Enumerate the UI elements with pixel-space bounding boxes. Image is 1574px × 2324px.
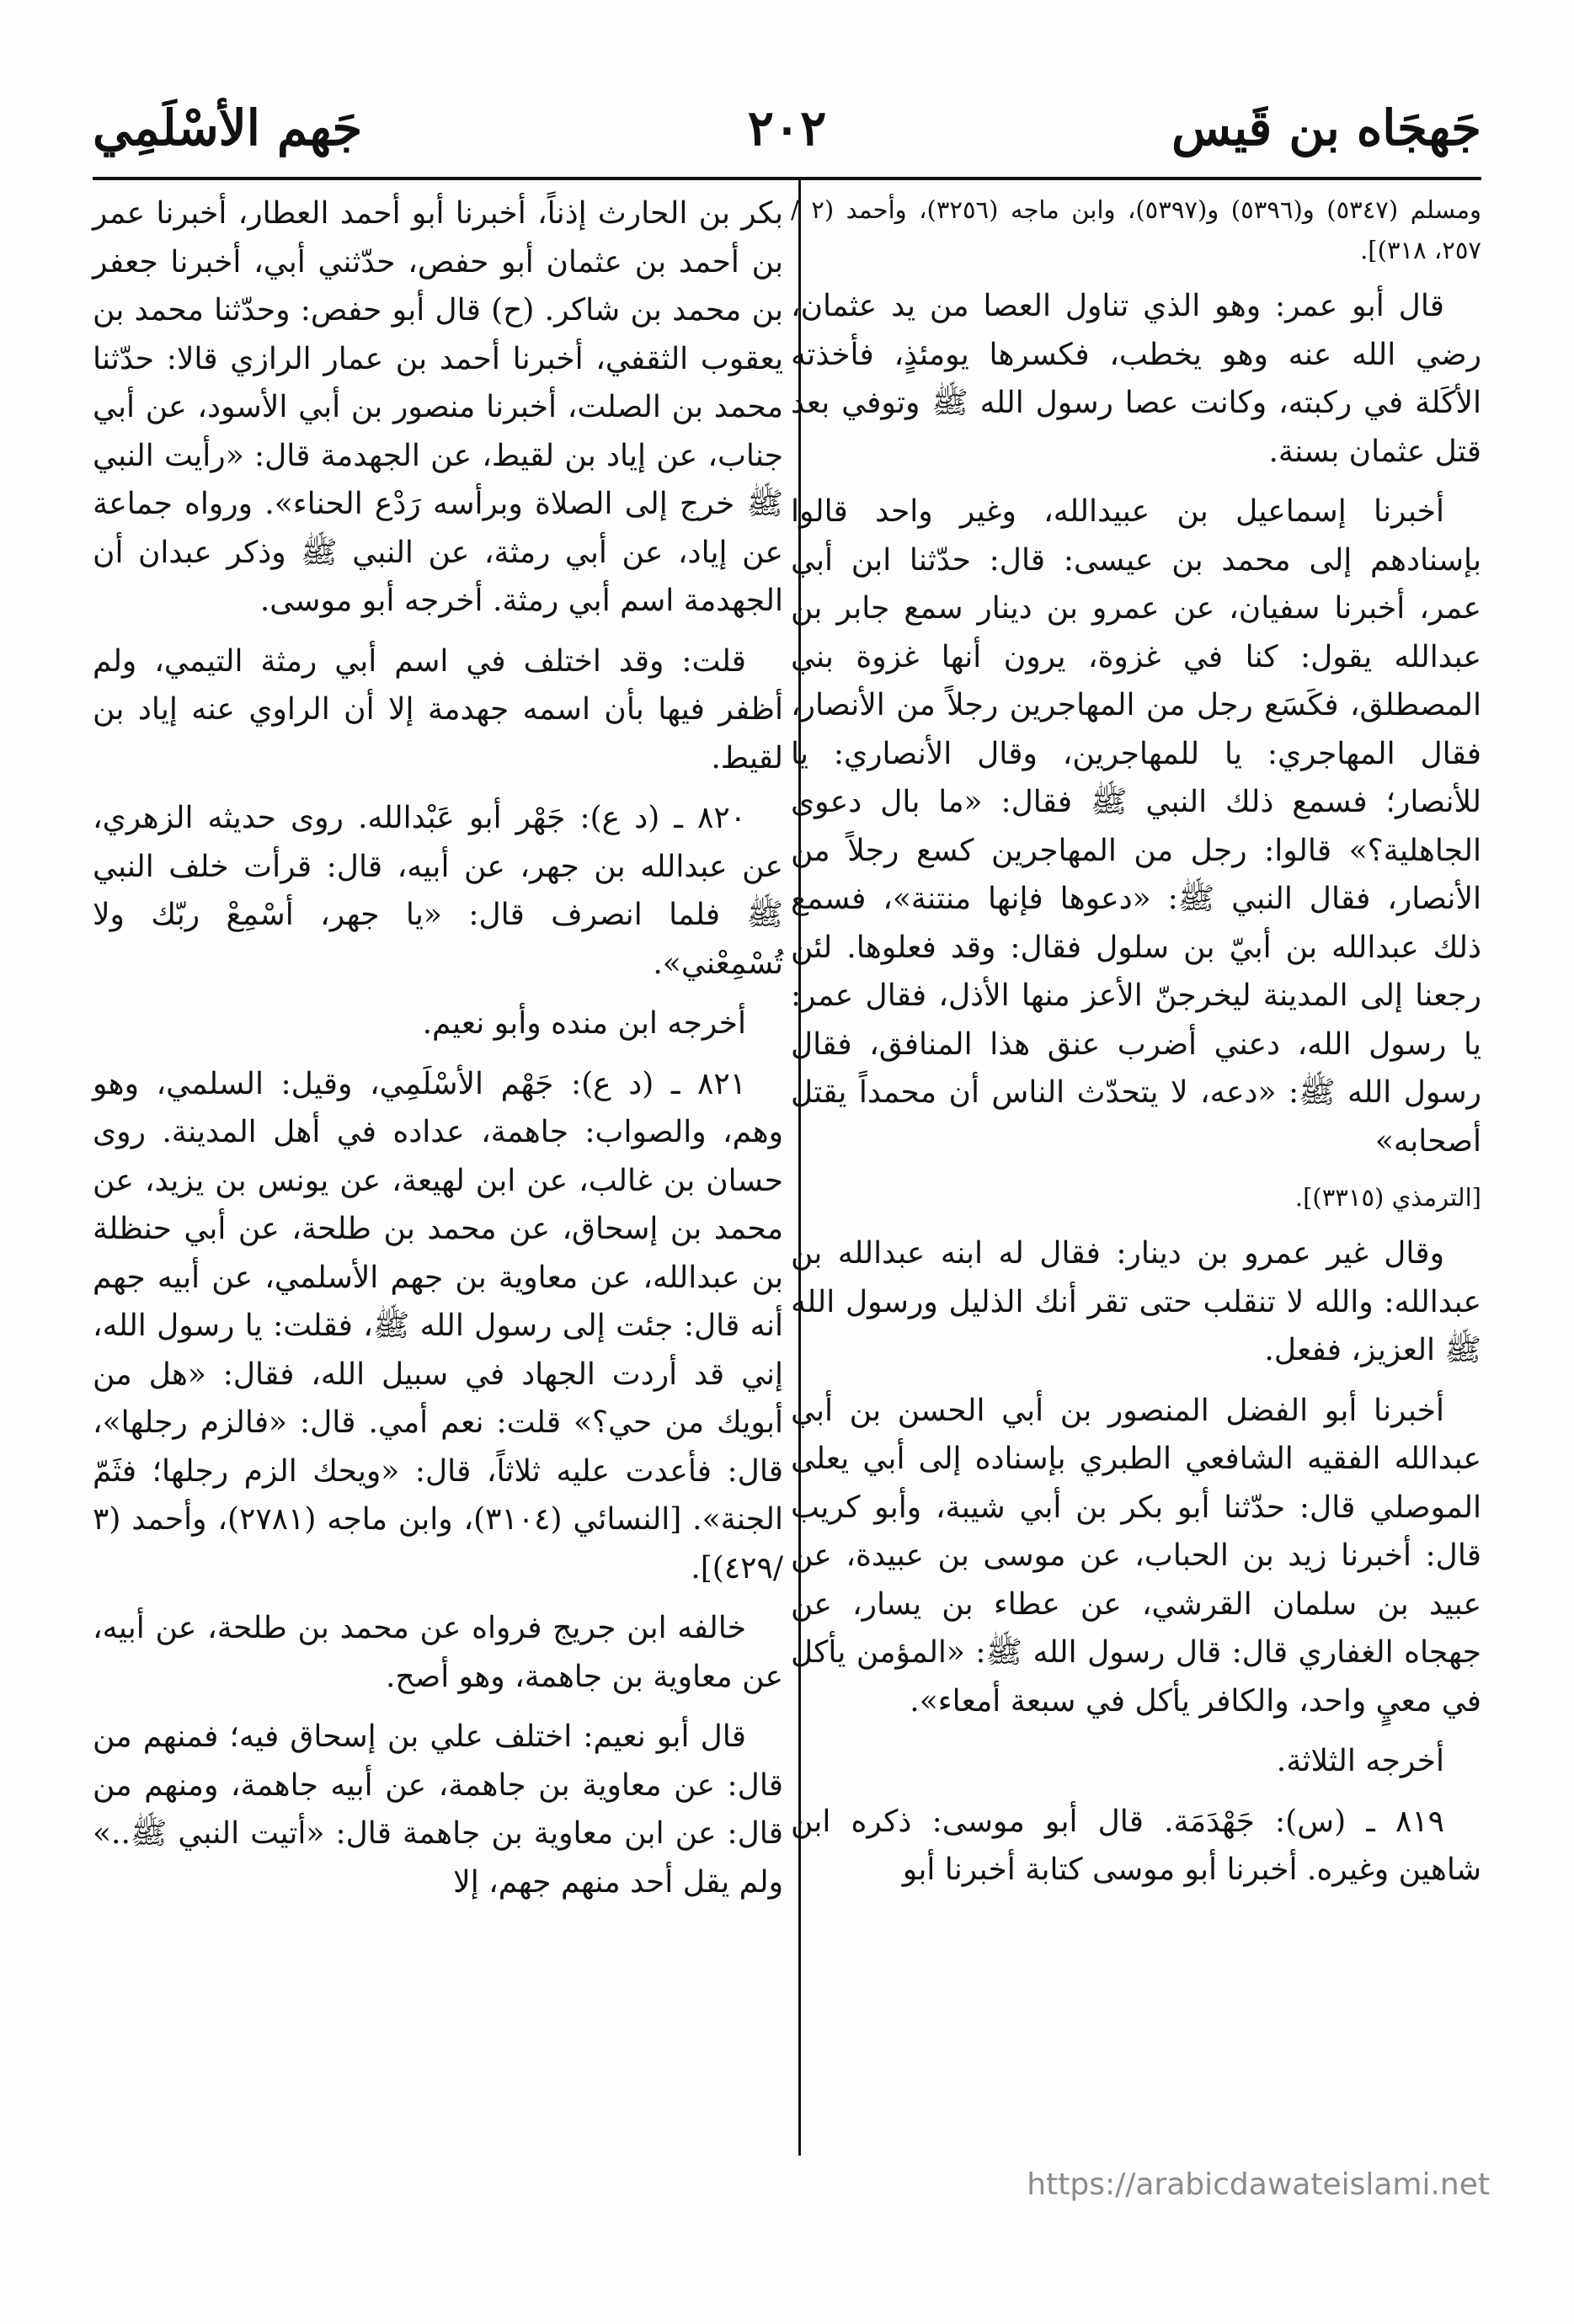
paragraph: أخبرنا إسماعيل بن عبيدالله، وغير واحد قالوا بإسنادهم إلى محمد بن عيسى: قال: حدّثنا ابن أبي عمر، أخبرنا سفيان، عن عمرو بن دينار سمع جابر بن عبدالله يقول: كنا في غزوة، يرون أنها غزوة بني المصطلق، فكَسَع رجل من المهاجرين رجلاً من الأنصار، فقال المهاجري: يا للمهاجرين، وقال الأنصاري: يا للأنصار؛ فسمع ذلك النبي ﷺ فقال: «ما بال دعوى الجاهلية؟» قالوا: رجل من المهاجرين كسع رجلاً من الأنصار، فقال النبي ﷺ: «دعوها فإنها منتنة»، فسمع ذلك عبدالله بن أبيّ بن سلول فقال: وقد فعلوها. لئن رجعنا إلى المدينة ليخرجنّ الأعز منها الأذل، فقال عمر: يا رسول الله، دعني أضرب عنق هذا المنافق، فقال رسول الله ﷺ: «دعه، لا يتحدّث الناس أن محمداً يقتل أصحابه» [791, 494, 1481, 1159]
right-column [791, 189, 1481, 1906]
paragraph: أخبرنا أبو الفضل المنصور بن أبي الحسن بن أبي عبدالله الفقيه الشافعي الطبري بإسناده إلى أبي يعلى الموصلي قال: حدّثنا أبو بكر بن أبي شيبة، وأبو كريب قال: أخبرنا زيد بن الحباب، عن موسى بن عبيدة، عن عبيد بن سلمان القرشي، عن عطاء بن يسار، عن جهجاه الغفاري قال: قال رسول الله ﷺ: «المؤمن يأكل في معيٍ واحد، والكافر يأكل في سبعة أمعاء». [791, 1393, 1481, 1719]
paragraph: قال أبو نعيم: اختلف علي بن إسحاق فيه؛ فمنهم من قال: عن معاوية بن جاهمة، عن أبيه جاهمة، ومنهم من قال: عن ابن معاوية بن جاهمة قال: «أتيت النبي ﷺ..» ولم يقل أحد منهم جهم، إلا [93, 1719, 783, 1900]
paragraph: [الترمذي (٣٣١٥)]. [1294, 1183, 1481, 1212]
left-column [93, 189, 783, 1918]
paragraph: بكر بن الحارث إذناً، أخبرنا أبو أحمد العطار، أخبرنا عمر بن أحمد بن عثمان أبو حفص، حدّثني أبي، أخبرنا جعفر بن محمد بن شاكر. (ح) قال أبو حفص: وحدّثنا محمد بن يعقوب الثقفي، أخبرنا أحمد بن عمار الرازي قالا: حدّثنا محمد بن الصلت، أخبرنا منصور بن أبي الأسود، عن أبي جناب، عن إياد بن لقيط، عن الجهدمة قال: «رأيت النبي ﷺ خرج إلى الصلاة وبرأسه رَدْع الحناء». ورواه جماعة عن إياد، عن أبي رمثة، عن النبي ﷺ وذكر عبدان أن الجهدمة اسم أبي رمثة. أخرجه أبو موسى. [93, 196, 783, 618]
running-title-left: جَهم الأسْلَمِي [93, 99, 363, 157]
paragraph: أخرجه الثلاثة. [1276, 1744, 1444, 1778]
paragraph: ومسلم (٥٣٤٧) و(٥٣٩٦) و(٥٣٩٧)، وابن ماجه (٣٢٥٦)، وأحمد (٢ /٢٥٧، ٣١٨)]. [791, 195, 1482, 264]
paragraph: خالفه ابن جريج فرواه عن محمد بن طلحة، عن أبيه، عن معاوية بن جاهمة، وهو أصح. [93, 1611, 783, 1694]
paragraph: أخرجه ابن منده وأبو نعيم. [422, 1006, 746, 1041]
page-number: ٢٠٢ [747, 99, 827, 157]
paragraph: قلت: وقد اختلف في اسم أبي رمثة التيمي، ولم أظفر فيها بأن اسمه جهدمة إلا أن الراوي عنه إياد بن لقيط. [93, 643, 783, 776]
entry-heading-paragraph: ٨٢١ ـ (د ع): جَهْم الأسْلَمِي، وقيل: السلمي، وهو وهم، والصواب: جاهمة، عداده في أهل المدينة. روى حسان بن غالب، عن ابن لهيعة، عن يونس بن يزيد، عن محمد بن إسحاق، عن محمد بن طلحة، عن أبي حنظلة بن عبدالله، عن معاوية بن جهم الأسلمي، عن أبيه جهم أنه قال: جئت إلى رسول الله ﷺ، فقلت: يا رسول الله، إني قد أردت الجهاد في سبيل الله، فقال: «هل من أبويك من حي؟» قلت: نعم أمي. قال: «فالزم رجلها»، قال: فأعدت عليه ثلاثاً، قال: «ويحك الزم رجلها؛ فثَمّ الجنة». [النسائي (٣١٠٤)، وابن ماجه (٢٧٨١)، وأحمد (٣ /٤٢٩)]. [93, 1066, 784, 1586]
page-header [93, 99, 1481, 184]
header-rule [93, 177, 1481, 180]
watermark-url: https://arabicdawateislami.net [1027, 2167, 1490, 2202]
paragraph: قال أبو عمر: وهو الذي تناول العصا من يد عثمان، رضي الله عنه وهو يخطب، فكسرها يومئذٍ، فأخذته الأكَلة في ركبته، وكانت عصا رسول الله ﷺ وتوفي بعد قتل عثمان بسنة. [791, 289, 1481, 469]
entry-heading-paragraph: ٨١٩ ـ (س): جَهْدَمَة. قال أبو موسى: ذكره ابن شاهين وغيره. أخبرنا أبو موسى كتابة أخبرنا أبو [791, 1804, 1481, 1887]
entry-heading-paragraph: ٨٢٠ ـ (د ع): جَهْر أبو عَبْدالله. روى حديثه الزهري، عن عبدالله بن جهر، عن أبيه، قال: قرأت خلف النبي ﷺ فلما انصرف قال: «يا جهر، أسْمِعْ ربّك ولا تُسْمِعْني». [93, 801, 783, 981]
paragraph: وقال غير عمرو بن دينار: فقال له ابنه عبدالله بن عبدالله: والله لا تنقلب حتى تقر أنك الذليل ورسول الله ﷺ العزيز، ففعل. [791, 1236, 1481, 1367]
running-title-right: جَهجَاه بن قَيس [1171, 99, 1481, 157]
